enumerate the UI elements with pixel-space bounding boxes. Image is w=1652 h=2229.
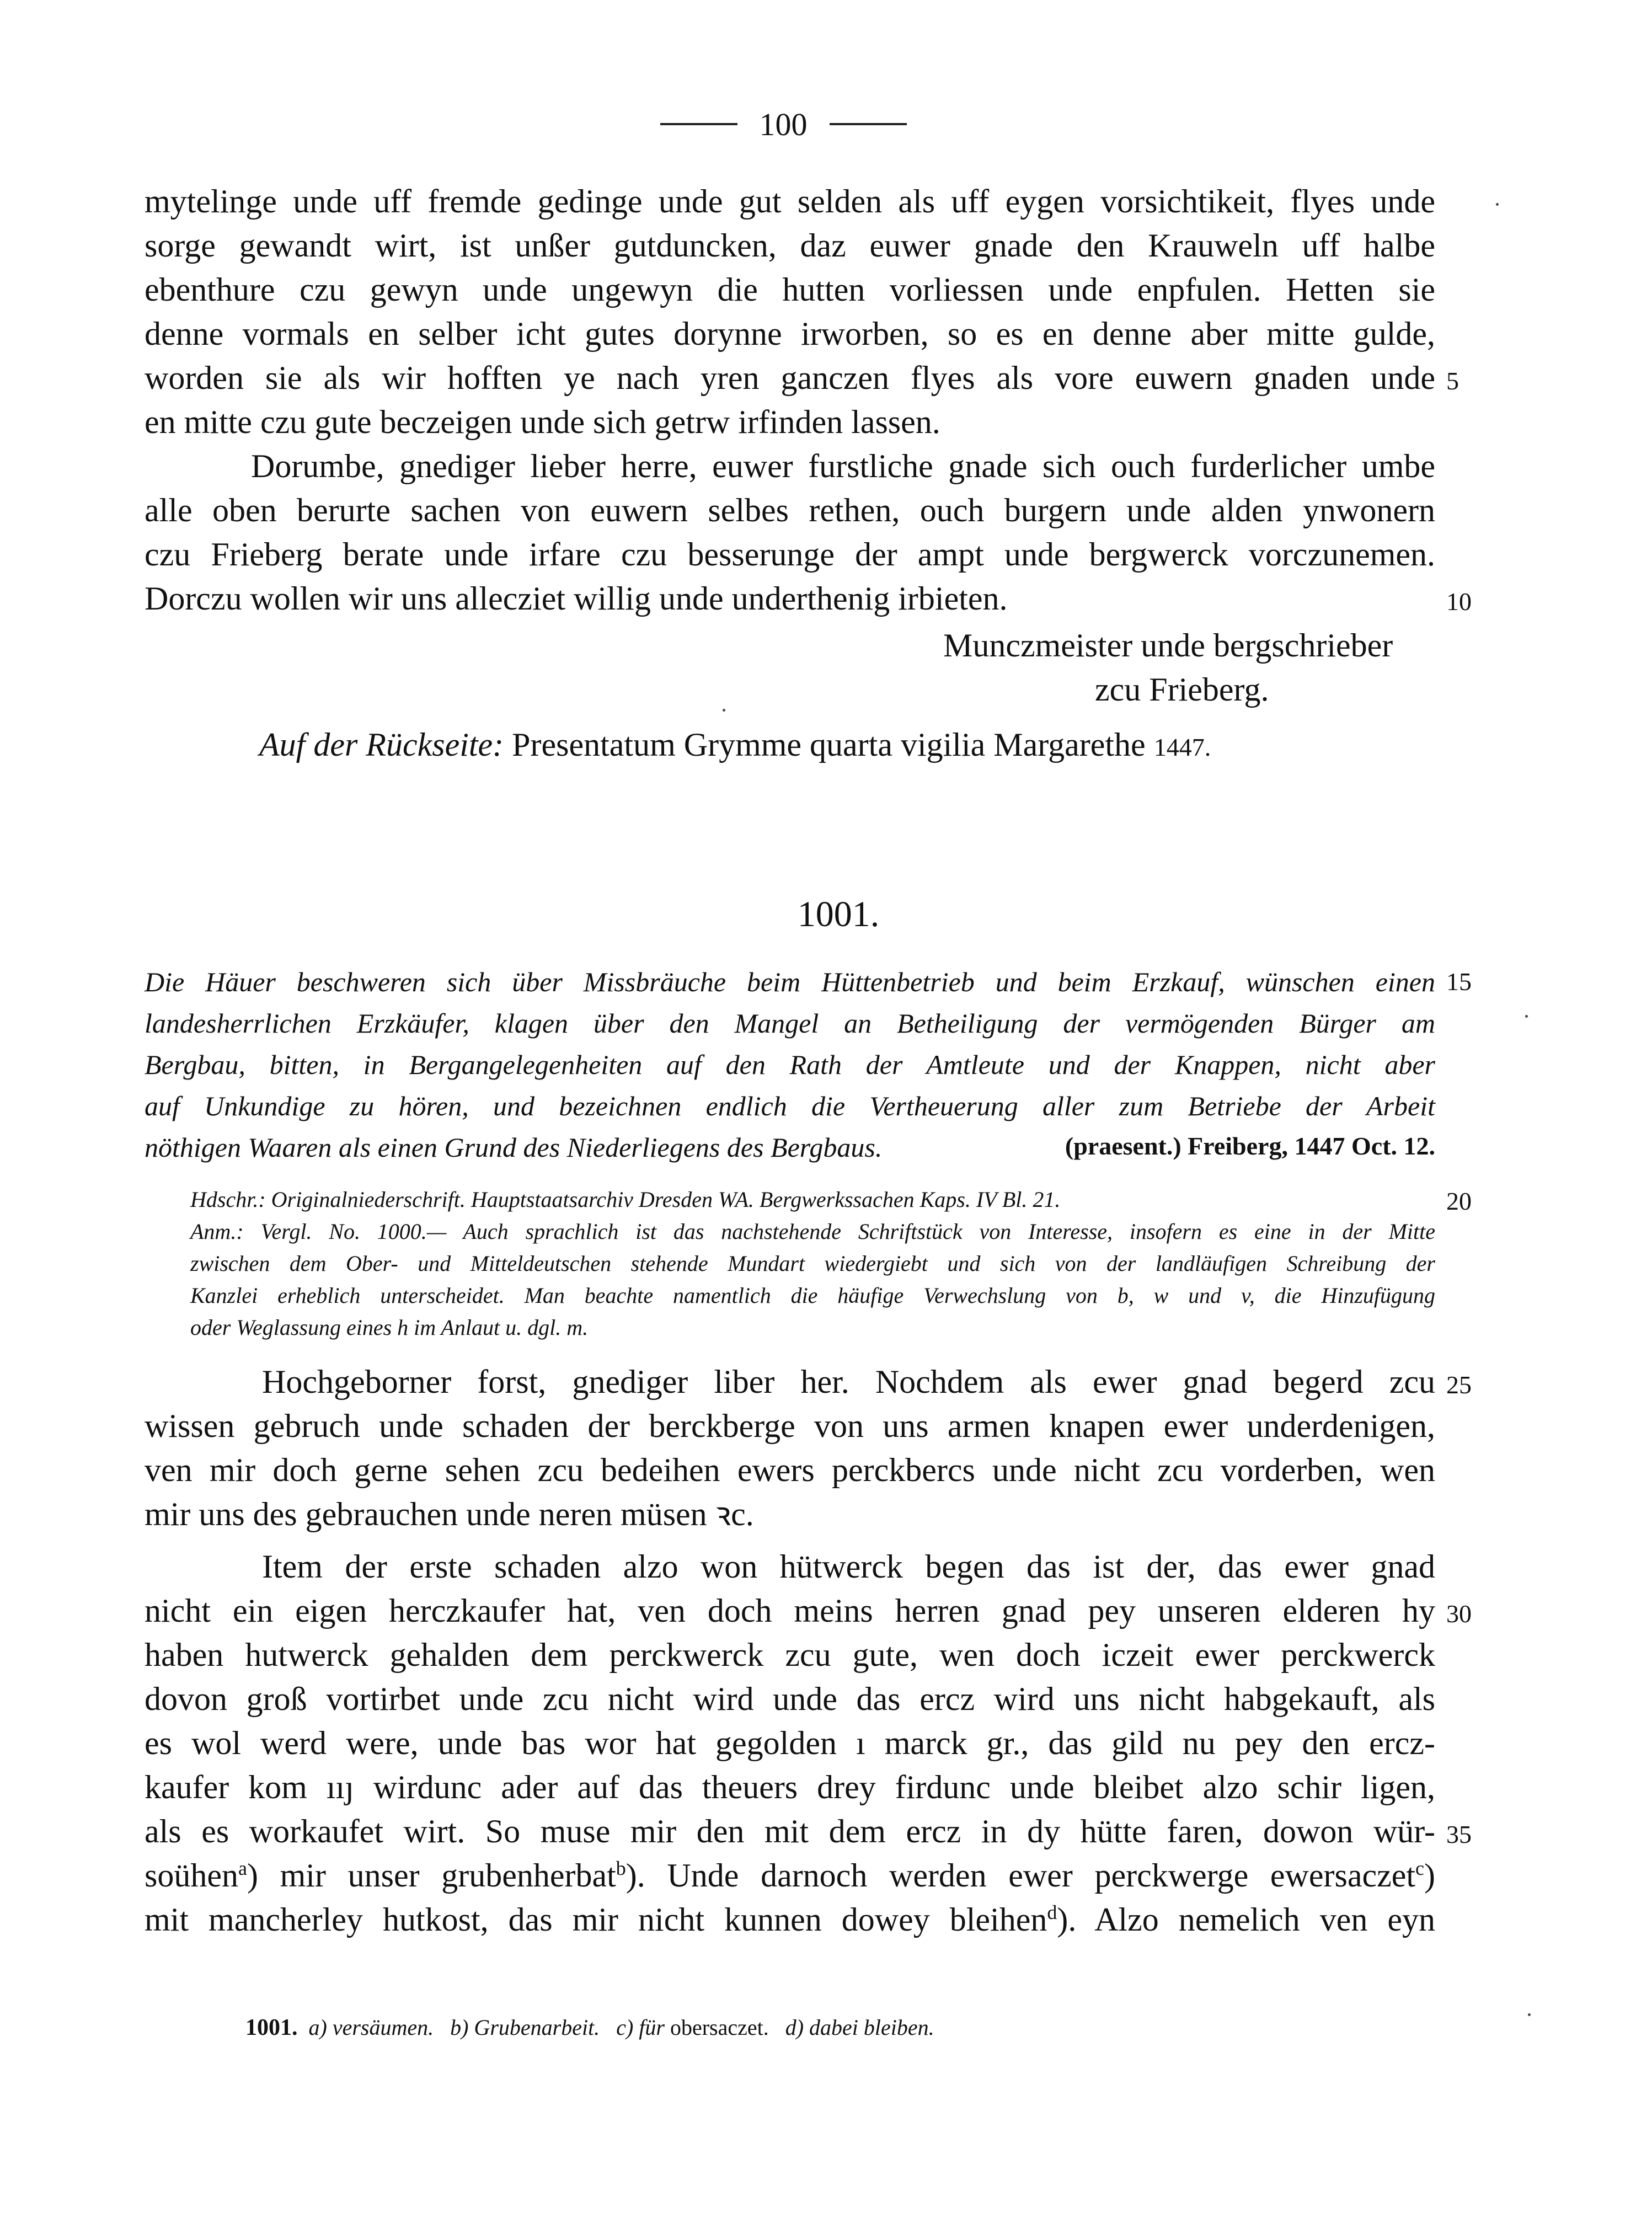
summary-text: nöthigen Waaren als einen Grund des Niederliegens des Bergbaus. (145, 1132, 883, 1163)
footnote-doc-number: 1001. (245, 2015, 298, 2040)
text-line: Dorczu wollen wir uns allecziet willig unde underthenig irbieten. (145, 580, 1008, 617)
text-line: ven mir doch gerne sehen zcu bedeihen ewers perckbercs unde nicht zcu vorderben, wen (145, 1452, 1435, 1488)
line-number-25: 25 (1446, 1371, 1472, 1399)
scan-speck (1496, 203, 1499, 206)
line-number-30: 30 (1446, 1600, 1472, 1628)
page-number: 100 (759, 106, 808, 142)
footnote-b: b) Grubenarbeit. (450, 2015, 600, 2040)
text-line: denne vormals en selber icht gutes dorynne irworben, so es en denne aber mitte gulde, (145, 316, 1435, 352)
text-line: alle oben berurte sachen von euwern selbes rethen, ouch burgern unde alden ynwonern (145, 492, 1435, 528)
endorsement-label: Auf der Rückseite: (259, 726, 504, 763)
summary-dateline: (praesent.) Freiberg, 1447 Oct. 12. (1065, 1132, 1435, 1160)
note-source: Hdschr.: Originalniederschrift. Hauptstaatsarchiv Dresden WA. Bergwerkssachen Kaps. IV Bl. 21. (190, 1187, 1061, 1212)
header-rule-right (830, 123, 907, 125)
text-line-with-notes (145, 1859, 1435, 1892)
summary-line: Bergbau, bitten, in Bergangelegenheiten auf den Rath der Amtleute und der Knappen, nicht aber (145, 1049, 1435, 1080)
text-line: czu Frieberg berate unde irfare czu besserunge der ampt unde bergwerck vorczunemen. (145, 536, 1435, 573)
line-number-10: 10 (1446, 587, 1472, 616)
text-line: ebenthure czu gewyn unde ungewyn die hutten vorliessen unde enpfulen. Hetten sie (145, 271, 1435, 308)
text-line: mytelinge unde uff fremde gedinge unde gut selden als uff eygen vorsichtikeit, flyes unde (145, 183, 1435, 220)
footnote-c: c) für (616, 2015, 665, 2040)
note-line: Anm.: Vergl. No. 1000.— Auch sprachlich ist das nachstehende Schriftstück von Interesse, insofern es eine in der Mitte (190, 1219, 1435, 1244)
text-fragment: soühen (145, 1857, 238, 1894)
text-line-with-notes (145, 1903, 1435, 1936)
line-number-35: 35 (1446, 1820, 1472, 1848)
endorsement-year: 1447. (1153, 733, 1211, 761)
footnote-ref-a: a (238, 1857, 247, 1879)
text-line: wissen gebruch unde schaden der berckberge von uns armen knapen ewer underdenigen, (145, 1408, 1435, 1444)
scan-speck (1528, 2013, 1531, 2016)
text-line: Item der erste schaden alzo won hütwerck begen das ist der, das ewer gnad (262, 1548, 1435, 1585)
note-line: oder Weglassung eines h im Anlaut u. dgl. m. (190, 1315, 589, 1340)
footnote-ref-b: b (616, 1857, 626, 1879)
text-line: haben hutwerck gehalden dem perckwerck zcu gute, wen doch iczeit ewer perckwerck (145, 1637, 1435, 1673)
page-header (623, 102, 943, 146)
text-line: dovon groß vortirbet unde zcu nicht wird unde das ercz wird uns nicht habgekauft, als (145, 1681, 1435, 1717)
summary-line: auf Unkundige zu hören, und bezeichnen endlich die Vertheuerung aller zum Betriebe der Arbeit (145, 1091, 1435, 1121)
text-fragment: ) mir unser grubenherbat (247, 1857, 616, 1894)
summary-line: Die Häuer beschweren sich über Missbräuche beim Hüttenbetrieb und beim Erzkauf, wünschen einen (145, 966, 1435, 997)
text-line: Hochgeborner forst, gnediger liber her. Nochdem als ewer gnad begerd zcu (262, 1364, 1435, 1400)
footnote-a: a) versäumen. (308, 2015, 434, 2040)
endorsement-text: Presentatum Grymme quarta vigilia Margarethe (512, 726, 1146, 763)
text-line: nicht ein eigen herczkaufer hat, ven doch meins herren gnad pey unseren elderen hy (145, 1592, 1435, 1629)
line-number-15: 15 (1446, 967, 1472, 996)
scan-speck (723, 709, 725, 712)
line-number-20: 20 (1446, 1187, 1472, 1215)
text-line: es wol werd were, unde bas wor hat gegolden ı marck gr., das gild nu pey den ercz- (145, 1725, 1435, 1761)
summary-line-last (145, 1134, 1435, 1161)
footnote-ref-c: c (1415, 1857, 1424, 1879)
document-number: 1001. (797, 894, 880, 934)
header-rule-left (660, 123, 737, 125)
text-line: kaufer kom ııȷ wirdunc ader auf das theuers drey firdunc unde bleibet alzo schir ligen, (145, 1769, 1435, 1805)
signature-place: zcu Frieberg. (1095, 671, 1269, 708)
footnote-ref-d: d (1047, 1901, 1057, 1923)
note-line: zwischen dem Ober- und Mitteldeutschen stehende Mundart wiedergiebt und sich von der landläufigen Schreibung der (190, 1251, 1435, 1276)
text-fragment: mit mancherley hutkost, das mir nicht kunnen dowey bleihen (145, 1901, 1047, 1938)
note-line: Kanzlei erheblich unterscheidet. Man beachte namentlich die häufige Verwechslung von b, w und v, die Hinzufügung (190, 1283, 1435, 1308)
text-fragment: ). Unde darnoch werden ewer perckwerge ewersaczet (625, 1857, 1416, 1894)
text-fragment: ) (1424, 1857, 1435, 1894)
signature-line: Munczmeister unde bergschrieber (943, 627, 1393, 664)
footnote-d: d) dabei bleiben. (785, 2015, 934, 2040)
footnote-c-word: obersaczet. (670, 2015, 769, 2040)
text-line: en mitte czu gute beczeigen unde sich getrw irfinden lassen. (145, 404, 940, 440)
line-number-5: 5 (1446, 367, 1459, 395)
footnotes (245, 2014, 934, 2041)
text-fragment: ). Alzo nemelich ven eyn (1057, 1901, 1435, 1938)
text-line: worden sie als wir hofften ye nach yren ganczen flyes als vore euwern gnaden unde (145, 360, 1435, 396)
scan-speck (1525, 1015, 1528, 1018)
text-line: sorge gewandt wirt, ist unßer gutduncken, daz euwer gnade den Krauweln uff halbe (145, 227, 1435, 264)
summary-line: landesherrlichen Erzkäufer, klagen über den Mangel an Betheiligung der vermögenden Bürger am (145, 1008, 1435, 1039)
text-line: mir uns des gebrauchen unde neren müsen ꝛc. (145, 1496, 754, 1532)
text-line: Dorumbe, gnediger lieber herre, euwer furstliche gnade sich ouch furderlicher umbe (251, 448, 1435, 484)
text-line: als es workaufet wirt. So muse mir den mit dem ercz in dy hütte faren, dowon wür- (145, 1813, 1435, 1850)
endorsement (259, 728, 1211, 761)
